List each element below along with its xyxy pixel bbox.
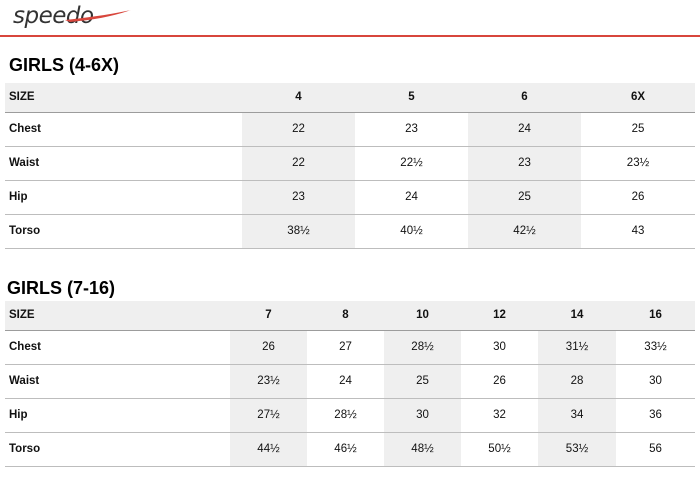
table-cell: 32 (461, 398, 538, 432)
table-header-row (5, 83, 695, 112)
table-cell: 40½ (355, 214, 468, 248)
table-cell: 28½ (384, 330, 461, 364)
table-cell: 24 (355, 180, 468, 214)
row-label: Hip (5, 398, 230, 432)
swoosh-logo-icon (64, 9, 132, 23)
table-cell: 48½ (384, 432, 461, 466)
header (0, 0, 700, 37)
size-column-header: 10 (384, 301, 461, 330)
table-cell: 38½ (242, 214, 355, 248)
table-cell: 33½ (616, 330, 695, 364)
table-cell: 23 (468, 146, 581, 180)
table-cell: 27 (307, 330, 384, 364)
table-cell: 26 (461, 364, 538, 398)
table-cell: 53½ (538, 432, 616, 466)
table-cell: 23½ (581, 146, 695, 180)
size-table-girls-7-16 (5, 301, 695, 467)
size-column-header: 6X (581, 83, 695, 112)
header-size-label: SIZE (5, 83, 242, 112)
row-label: Torso (5, 432, 230, 466)
table-cell: 31½ (538, 330, 616, 364)
table-header-row (5, 301, 695, 330)
table-row-torso (5, 432, 695, 466)
table-cell: 22½ (355, 146, 468, 180)
table-cell: 28 (538, 364, 616, 398)
table-cell: 22 (242, 112, 355, 146)
section-title-girls-4-6x: GIRLS (4-6X) (9, 55, 120, 75)
row-label: Torso (5, 214, 242, 248)
size-column-header: 12 (461, 301, 538, 330)
size-column-header: 8 (307, 301, 384, 330)
size-column-header: 7 (230, 301, 307, 330)
header-size-label: SIZE (5, 301, 230, 330)
table-row-torso (5, 214, 695, 248)
row-label: Hip (5, 180, 242, 214)
table-cell: 30 (616, 364, 695, 398)
table-cell: 56 (616, 432, 695, 466)
table-cell: 27½ (230, 398, 307, 432)
table-cell: 42½ (468, 214, 581, 248)
table-cell: 50½ (461, 432, 538, 466)
size-column-header: 14 (538, 301, 616, 330)
table-cell: 30 (461, 330, 538, 364)
brand-logo[interactable]: speedo (13, 3, 94, 29)
size-column-header: 4 (242, 83, 355, 112)
section-title-girls-7-16: GIRLS (7-16) (7, 278, 116, 298)
size-column-header: 5 (355, 83, 468, 112)
table-cell: 34 (538, 398, 616, 432)
table-row-hip (5, 398, 695, 432)
table-cell: 26 (230, 330, 307, 364)
row-label: Waist (5, 146, 242, 180)
table-cell: 28½ (307, 398, 384, 432)
table-cell: 46½ (307, 432, 384, 466)
table-cell: 23 (355, 112, 468, 146)
table-cell: 23½ (230, 364, 307, 398)
table-cell: 23 (242, 180, 355, 214)
table-row-chest (5, 112, 695, 146)
table-cell: 25 (384, 364, 461, 398)
table-cell: 22 (242, 146, 355, 180)
table-cell: 25 (468, 180, 581, 214)
header-divider (0, 35, 700, 37)
table-cell: 25 (581, 112, 695, 146)
size-column-header: 16 (616, 301, 695, 330)
table-row-waist (5, 146, 695, 180)
table-row-hip (5, 180, 695, 214)
row-label: Waist (5, 364, 230, 398)
table-row-chest (5, 330, 695, 364)
table-cell: 44½ (230, 432, 307, 466)
table-cell: 30 (384, 398, 461, 432)
row-label: Chest (5, 112, 242, 146)
table-cell: 26 (581, 180, 695, 214)
table-row-waist (5, 364, 695, 398)
table-cell: 43 (581, 214, 695, 248)
table-cell: 36 (616, 398, 695, 432)
row-label: Chest (5, 330, 230, 364)
table-cell: 24 (307, 364, 384, 398)
size-table-girls-4-6x (5, 83, 695, 249)
table-cell: 24 (468, 112, 581, 146)
size-column-header: 6 (468, 83, 581, 112)
